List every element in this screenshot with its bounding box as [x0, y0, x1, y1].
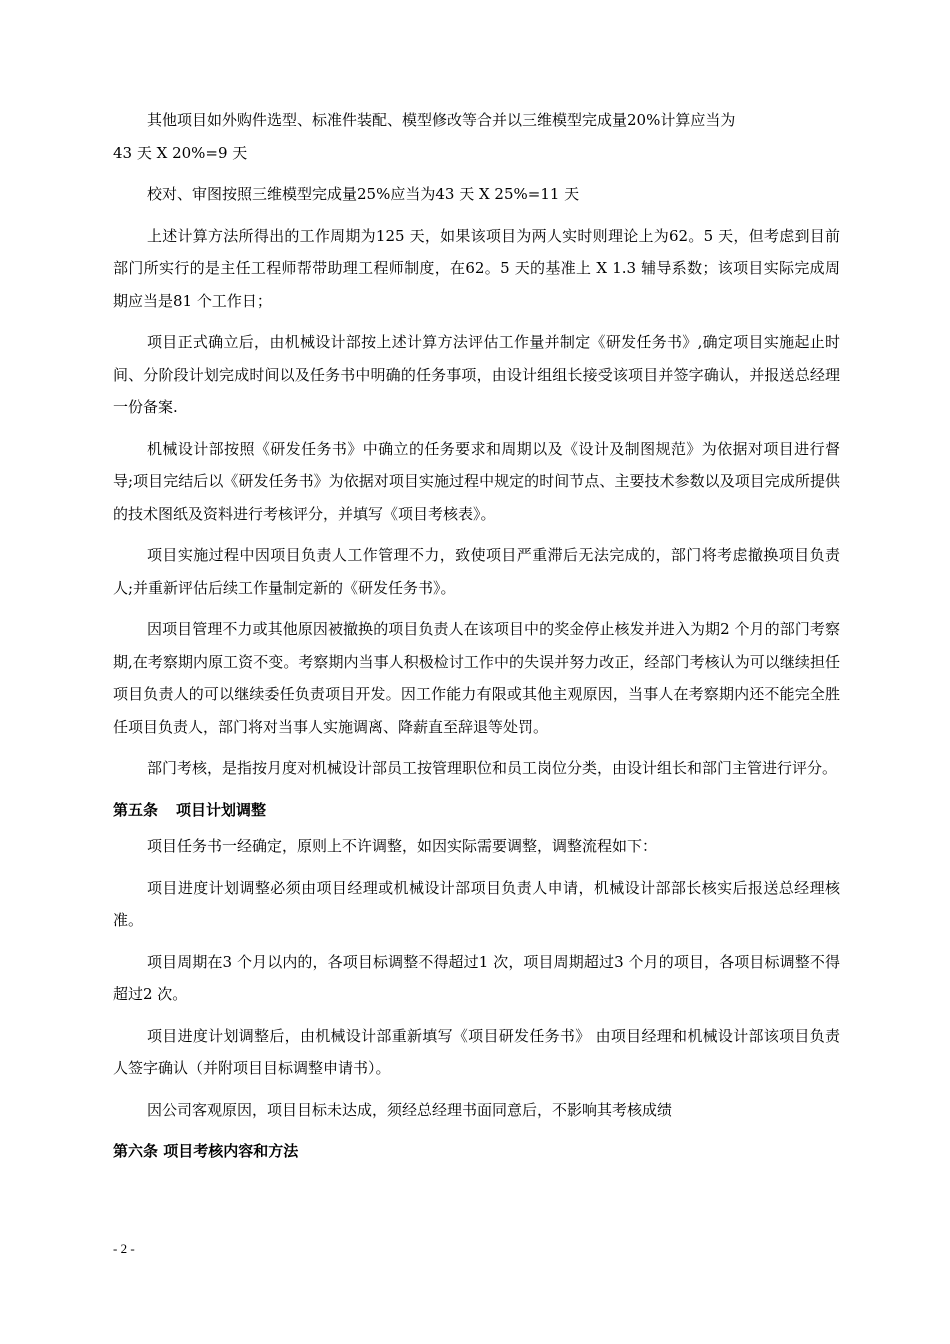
- paragraph-project-establish: 项目正式确立后，由机械设计部按上述计算方法评估工作量并制定《研发任务书》,确定项目实施起止时间、分阶段计划完成时间以及任务书中明确的任务事项，由设计组组长接受该项目并签字确认，并报送总经理一份备案.: [113, 333, 840, 416]
- paragraph-adjust-approval: 项目进度计划调整必须由项目经理或机械设计部项目负责人申请，机械设计部部长核实后报送总经理核准。: [113, 878, 840, 929]
- paragraph-department-assessment: 部门考核，是指按月度对机械设计部员工按管理职位和员工岗位分类，由设计组长和部门主管进行评分。: [147, 759, 838, 777]
- paragraph-other-items-formula: 43 天 X 20%=9 天: [113, 143, 248, 162]
- paragraph-adjust-refill: 项目进度计划调整后，由机械设计部重新填写《项目研发任务书》 由项目经理和机械设计部该项目负责人签字确认（并附项目目标调整申请书）。: [113, 1026, 840, 1077]
- page-number: - 2 -: [113, 1241, 135, 1256]
- paragraph-adjust-limits: 项目周期在3 个月以内的，各项目标调整不得超过1 次，项目周期超过3 个月的项目，各项目标调整不得超过2 次。: [113, 952, 840, 1003]
- paragraph-supervision: 机械设计部按照《研发任务书》中确立的任务要求和周期以及《设计及制图规范》为依据对项目进行督导;项目完结后以《研发任务书》为依据对项目实施过程中规定的时间节点、主要技术参数以及项目完成所提供的技术图纸及资料进行考核评分，并填写《项目考核表》。: [113, 439, 840, 523]
- paragraph-replacement: 项目实施过程中因项目负责人工作管理不力，致使项目严重滞后无法完成的，部门将考虑撤换项目负责人;并重新评估后续工作量制定新的《研发任务书》。: [113, 546, 840, 597]
- heading-article-5-title: 项目计划调整: [176, 800, 267, 819]
- paragraph-other-items: 其他项目如外购件选型、标准件装配、模型修改等合并以三维模型完成量20%计算应当为: [147, 111, 736, 129]
- heading-article-6: 第六条 项目考核内容和方法: [113, 1142, 299, 1160]
- paragraph-objective-reasons: 因公司客观原因，项目目标未达成，须经总经理书面同意后，不影响其考核成绩: [147, 1100, 673, 1119]
- paragraph-work-cycle: 上述计算方法所得出的工作周期为125 天，如果该项目为两人实时则理论上为62。5 天，但考虑到目前部门所实行的是主任工程师帮带助理工程师制度，在62。5 天的基准上 X 1.3 辅导系数；该项目实际完成周期应当是81 个工作日；: [113, 226, 840, 310]
- paragraph-adjust-principle: 项目任务书一经确定，原则上不许调整，如因实际需要调整，调整流程如下：: [147, 837, 658, 855]
- document-body: [113, 104, 840, 1172]
- paragraph-review: 校对、审图按照三维模型完成量25%应当为43 天 X 25%=11 天: [147, 185, 580, 203]
- heading-article-5-number: 第五条: [113, 800, 159, 819]
- heading-article-5: [113, 794, 840, 827]
- paragraph-probation: 因项目管理不力或其他原因被撤换的项目负责人在该项目中的奖金停止核发并进入为期2 个月的部门考察期,在考察期内原工资不变。考察期内当事人积极检讨工作中的失误并努力改正，经部门考核认为可以继续担任项目负责人的可以继续委任负责项目开发。因工作能力有限或其他主观原因，当事人在考察期内还不能完全胜任项目负责人，部门将对当事人实施调离、降薪直至辞退等处罚。: [113, 620, 840, 736]
